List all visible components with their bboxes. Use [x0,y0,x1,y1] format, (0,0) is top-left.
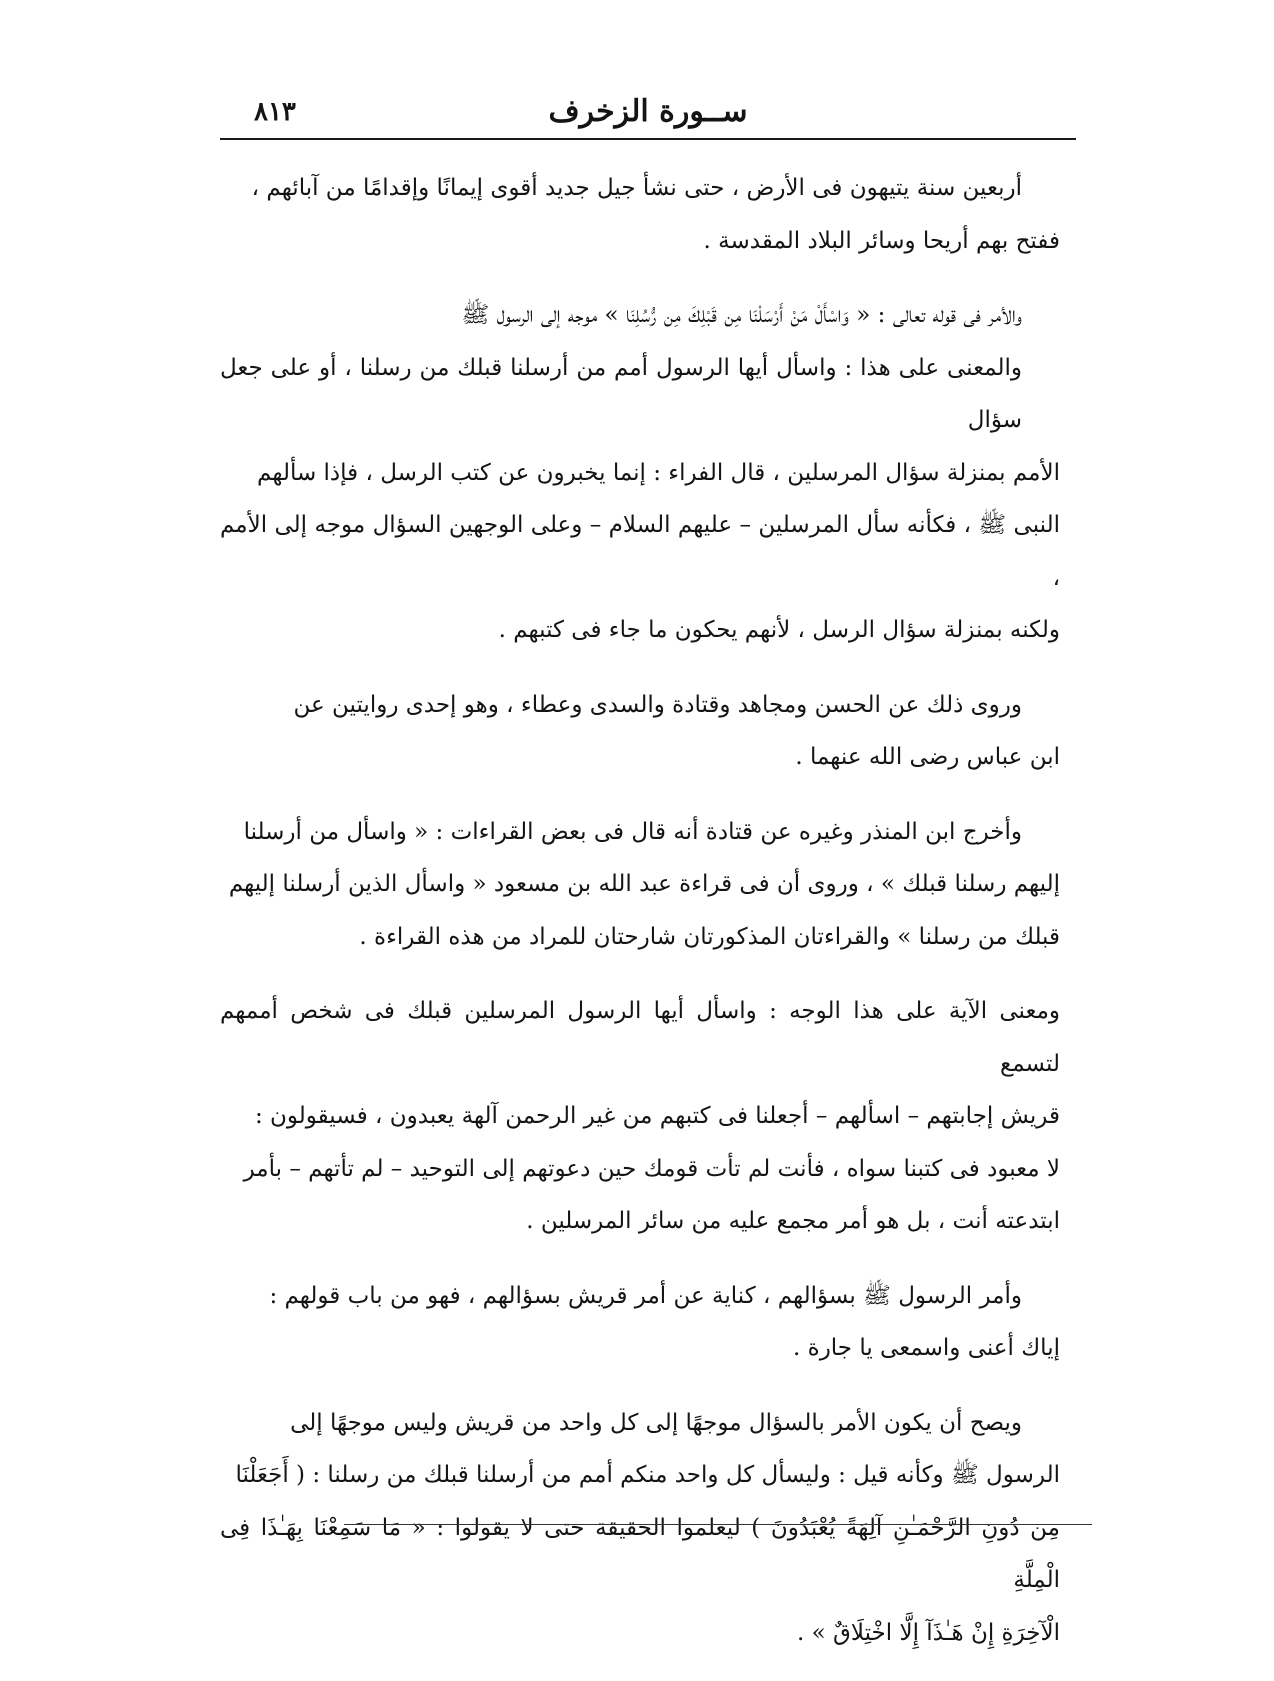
text-line: أربعين سنة يتيهون فى الأرض ، حتى نشأ جيل جديد أقوى إيمانًا وإقدامًا من آبائهم ، [251,175,1022,201]
text-line: ابن عباس رضى الله عنهما . [795,744,1060,770]
page-header [220,92,1076,140]
text-line: والأمر فى قوله تعالى : « وَاسْأَلْ مَنْ أَرْسَلْنَا مِن قَبْلِكَ مِن رُّسُلِنَا » موجه إلى الرسول ﷺ [461,302,1022,328]
text-line: قريش إجابتهم – اسألهم – أجعلنا فى كتبهم من غير الرحمن آلهة يعبدون ، فسيقولون : [254,1103,1060,1129]
text-line: وروى ذلك عن الحسن ومجاهد وقتادة والسدى وعطاء ، وهو إحدى روايتين عن [293,691,1022,718]
text-line: الأمم بمنزلة سؤال المرسلين ، قال الفراء : إنما يخبرون عن كتب الرسل ، فإذا سألهم [257,459,1060,486]
paragraph [220,1397,1060,1660]
text-line: النبى ﷺ ، فكأنه سأل المرسلين – عليهم السلام – وعلى الوجهين السؤال موجه إلى الأمم ، [220,512,1060,591]
paragraph [220,806,1060,964]
text-line: ابتدعته أنت ، بل هو أمر مجمع عليه من سائر المرسلين . [526,1208,1060,1234]
surah-title: ســورة الزخرف [548,94,748,129]
text-line: والمعنى على هذا : واسأل أيها الرسول أمم من أرسلنا قبلك من رسلنا ، أو على جعل سؤال [220,354,1022,433]
text-line: ففتح بهم أريحا وسائر البلاد المقدسة . [703,227,1060,254]
footer-rule [344,1524,1092,1525]
text-line: وأمر الرسول ﷺ بسؤالهم ، كناية عن أمر قريش بسؤالهم ، فهو من باب قولهم : [269,1282,1022,1309]
text-line: إليهم رسلنا قبلك » ، وروى أن فى قراءة عبد الله بن مسعود « واسأل الذين أرسلنا إليهم [228,871,1060,897]
text-line: الْآخِرَةِ إِنْ هَـٰذَآ إِلَّا اخْتِلَاقٌ » . [797,1619,1060,1646]
paragraph [220,1270,1060,1375]
text-line: لا معبود فى كتبنا سواه ، فأنت لم تأت قومك حين دعوتهم إلى التوحيد – لم تأتهم – بأمر [243,1155,1060,1182]
text-line: الرسول ﷺ وكأنه قيل : وليسأل كل واحد منكم أمم من أرسلنا قبلك من رسلنا : ( أَجَعَلْنَا [235,1462,1060,1488]
text-line: مِن دُونِ الرَّحْمَـٰنِ آلِهَةً يُعْبَدُونَ ) ليعلموا الحقيقة حتى لا يقولوا : « مَا سَمِعْنَا بِهَـٰذَا فِى الْمِلَّةِ [220,1514,1060,1593]
paragraph [220,985,1060,1248]
paragraph [220,162,1060,267]
page-body [220,162,1060,1681]
page-number: ٨١٣ [254,97,296,127]
text-line: قبلك من رسلنا » والقراءتان المذكورتان شارحتان للمراد من هذه القراءة . [359,923,1060,950]
text-line: ومعنى الآية على هذا الوجه : واسأل أيها الرسول المرسلين قبلك فى شخص أممهم لتسمع [220,998,1060,1077]
text-line: إياك أعنى واسمعى يا جارة . [793,1335,1060,1361]
paragraph [220,289,1060,657]
text-line: ويصح أن يكون الأمر بالسؤال موجهًا إلى كل واحد من قريش وليس موجهًا إلى [290,1409,1022,1436]
text-line: وأخرج ابن المنذر وغيره عن قتادة أنه قال فى بعض القراءات : « واسأل من أرسلنا [243,818,1022,845]
paragraph [220,679,1060,784]
text-line: ولكنه بمنزلة سؤال الرسل ، لأنهم يحكون ما جاء فى كتبهم . [498,617,1060,643]
